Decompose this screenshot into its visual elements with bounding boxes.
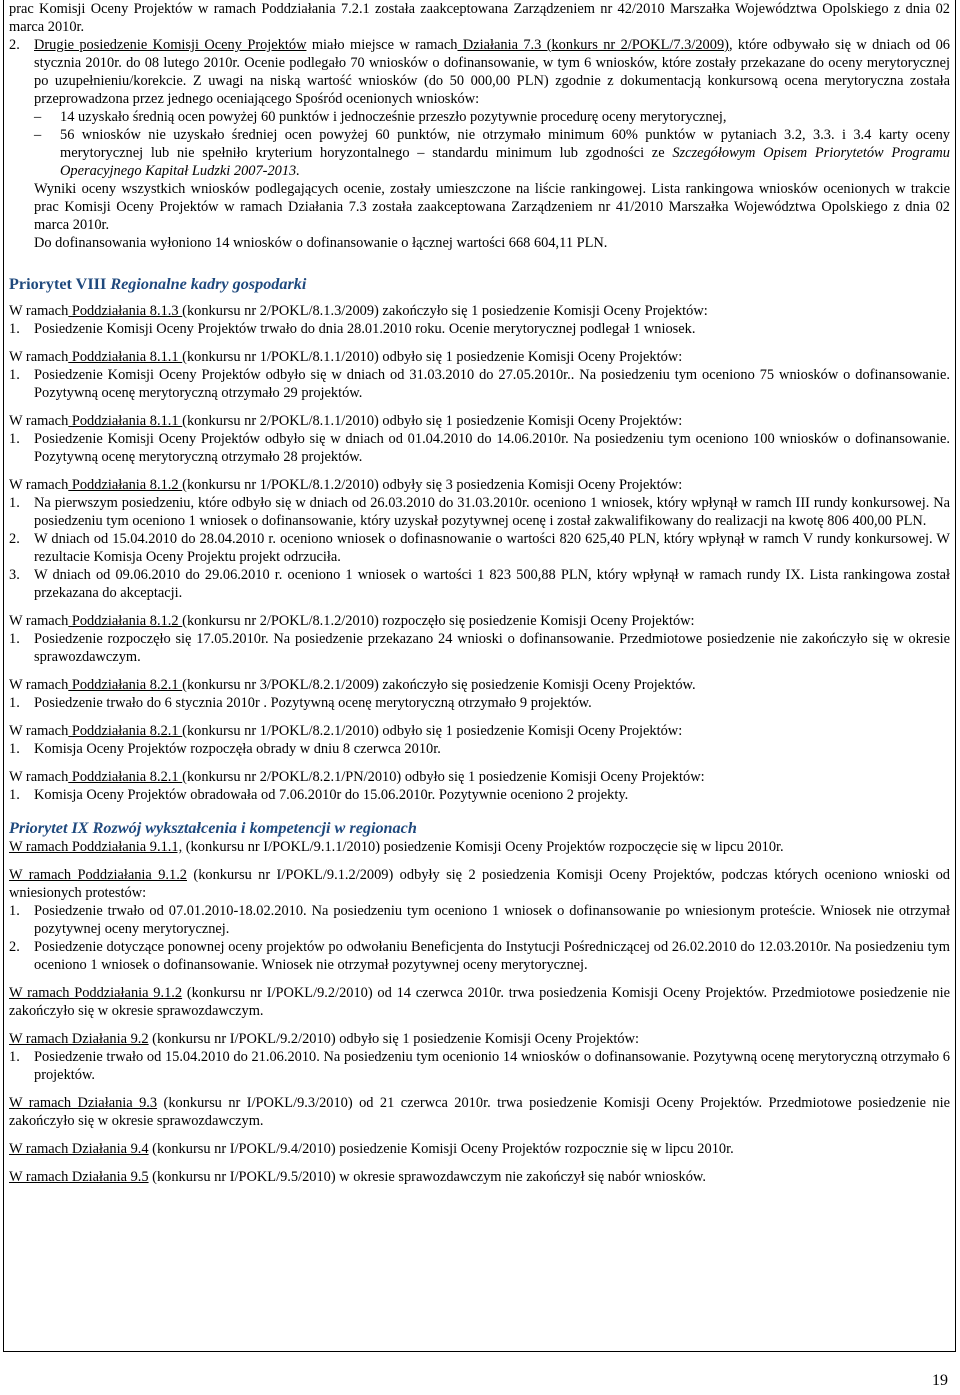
section-8-1-1-a: W ramach Poddziałania 8.1.1 (konkursu nr 1/POKL/8.1.1/2010) odbyło się 1 posiedzenie Komisji Oceny Projektów: 1. Posiedzenie Komisji Oceny Projektów odbyło się w dniach od 31.03.2010 do 27.05.2010r.. Na posiedzeniu tym oceniono 75 wniosków o dofinansowanie. Pozytywną ocenę merytoryczną otrzymało 29 projektów. <box>9 349 950 401</box>
section-8-2-1-a: W ramach Poddziałania 8.2.1 (konkursu nr 3/POKL/8.2.1/2009) zakończyło się posiedzenie Komisji Oceny Projektów. 1. Posiedzenie trwało do 6 stycznia 2010r . Pozytywną ocenę merytoryczną otrzymało 9 projektów. <box>9 677 696 711</box>
link-9-4[interactable]: W ramach Działania 9.4 <box>9 1141 149 1157</box>
page-number: 19 <box>932 1372 948 1389</box>
paragraph-results: Wyniki oceny wszystkich wniosków podlegających ocenie, zostały umieszczone na liście rankingowej. Lista rankingowa wniosków ocenionych w trakcie prac Komisji Oceny Projektów w ramach Działania 7.3 została zaakceptowana Zarządzeniem nr 41/2010 Marszałka Województwa Opolskiego z dnia 02 marca 2010r. <box>34 181 950 233</box>
section-9-4: W ramach Działania 9.4 (konkursu nr I/POKL/9.4/2010) posiedzenie Komisji Oceny Projektów rozpocznie się w lipcu 2010r. <box>9 1141 734 1157</box>
link-8-1-2[interactable]: Poddziałania 8.1.2 <box>68 613 183 629</box>
heading-priority-9: Priorytet IX Rozwój wykształcenia i kompetencji w regionach <box>9 819 417 837</box>
link-9-5[interactable]: W ramach Działania 9.5 <box>9 1169 149 1185</box>
link-9-3[interactable]: W ramach Działania 9.3 <box>9 1095 158 1111</box>
section-8-1-3: W ramach Poddziałania 8.1.3 (konkursu nr 2/POKL/8.1.3/2009) zakończyło się 1 posiedzenie Komisji Oceny Projektów: 1. Posiedzenie Komisji Oceny Projektów trwało do dnia 28.01.2010 roku. Ocenie merytorycznej podlegał 1 wniosek. <box>9 303 708 337</box>
heading-priority-8: Priorytet VIII Regionalne kadry gospodarki <box>9 275 307 293</box>
section-9-5: W ramach Działania 9.5 (konkursu nr I/POKL/9.5/2010) w okresie sprawozdawczym nie zakończył się nabór wniosków. <box>9 1169 706 1185</box>
link-8-1-1[interactable]: Poddziałania 8.1.1 <box>68 349 183 365</box>
section-9-1-2-a: W ramach Poddziałania 9.1.2 (konkursu nr I/POKL/9.1.2/2009) odbyły się 2 posiedzenia Komisji Oceny Projektów, podczas których oceniono wnioski od wniesionych protestów: 1. Posiedzenie trwało od 07.01.2010-18.02.2010. Na posiedzeniu tym oceniono 1 wniosek o dofinansowanie po wniesionym proteście. Wniosek nie otrzymał pozytywnej oceny merytorycznej. 2. Posiedzenie dotyczące ponownej oceny projektów po odwołaniu Beneficjenta do Instytucji Pośredniczącej od 26.02.2010 do 12.03.2010r. Na posiedzeniu tym oceniono 1 wniosek o dofinansowanie. Wniosek nie otrzymał pozytywnej oceny merytorycznej. <box>9 867 950 973</box>
link-9-1-1[interactable]: W ramach Poddziałania 9.1.1, <box>9 839 183 855</box>
section-9-1-2-b: W ramach Poddziałania 9.1.2 (konkursu nr I/POKL/9.2/2010) od 14 czerwca 2010r. trwa posiedzenia Komisji Oceny Projektów. Przedmiotowe posiedzenie nie zakończyło się w okresie sprawozdawczym. <box>9 985 950 1019</box>
link-8-1-2[interactable]: Poddziałania 8.1.2 <box>68 477 183 493</box>
link-measure-7-3[interactable]: Działania 7.3 (konkurs nr 2/POKL/7.3/2009) <box>457 37 729 53</box>
section-9-1-1: W ramach Poddziałania 9.1.1, (konkursu nr I/POKL/9.1.1/2010) posiedzenie Komisji Oceny Projektów rozpoczęcie się w lipcu 2010r. <box>9 839 784 855</box>
list-item <box>9 36 950 108</box>
link-8-2-1[interactable]: Poddziałania 8.2.1 <box>68 723 183 739</box>
section-8-2-1-b: W ramach Poddziałania 8.2.1 (konkursu nr 1/POKL/8.2.1/2010) odbyło się 1 posiedzenie Komisji Oceny Projektów: 1. Komisja Oceny Projektów rozpoczęła obrady w dniu 8 czerwca 2010r. <box>9 723 683 757</box>
section-9-3: W ramach Działania 9.3 (konkursu nr I/POKL/9.3/2010) od 21 czerwca 2010r. trwa posiedzenie Komisji Oceny Projektów. Przedmiotowe posiedzenie nie zakończyło się w okresie sprawozdawczym. <box>9 1095 951 1129</box>
link-8-2-1[interactable]: Poddziałania 8.2.1 <box>68 769 183 785</box>
link-9-1-2[interactable]: W ramach Poddziałania 9.1.2 <box>9 985 183 1001</box>
dash-item: – 56 wniosków nie uzyskało średniej ocen powyżej 60 punktów, nie otrzymało minimum 60% punktów w pytaniach 3.2, 3.3. i 3.4 karty oceny merytorycznej lub nie spełniło kryterium horyzontalnego – standardu minimum lub zgodności ze Szczegółowym Opisem Priorytetów Programu Operacyjnego Kapitał Ludzki 2007-2013. <box>34 127 950 179</box>
item-number: 2. <box>9 37 20 53</box>
section-8-1-2-b: W ramach Poddziałania 8.1.2 (konkursu nr 2/POKL/8.1.2/2010) rozpoczęło się posiedzenie Komisji Oceny Projektów: 1. Posiedzenie rozpoczęło się 17.05.2010r. Na posiedzenie przekazano 24 wnioski o dofinansowanie. Przedmiotowe posiedzenie nie zakończyło się w okresie sprawozdawczym. <box>9 613 950 665</box>
dash-marker: – <box>34 109 42 125</box>
dash-marker: – <box>34 127 42 143</box>
dash-item: – 14 uzyskało średnią ocen powyżej 60 punktów i jednocześnie przeszło pozytywnie procedurę oceny merytorycznej, <box>34 109 727 125</box>
section-9-2: W ramach Działania 9.2 (konkursu nr I/POKL/9.2/2010) odbyło się 1 posiedzenie Komisji Oceny Projektów: 1. Posiedzenie trwało od 15.04.2010 do 21.06.2010. Na posiedzeniu tym ocenionio 14 wniosków o dofinansowanie. Pozytywną ocenę merytoryczną otrzymało 6 projektów. <box>9 1031 950 1083</box>
link-9-1-2[interactable]: W ramach Poddziałania 9.1.2 <box>9 867 187 883</box>
paragraph-continuation: prac Komisji Oceny Projektów w ramach Poddziałania 7.2.1 została zaakceptowana Zarządzeniem nr 42/2010 Marszałka Województwa Opolskiego z dnia 02 marca 2010r. <box>9 1 950 35</box>
link-8-1-1[interactable]: Poddziałania 8.1.1 <box>68 413 183 429</box>
link-second-session[interactable]: Drugie posiedzenie Komisji Oceny Projektów <box>34 37 307 53</box>
section-8-1-2-a: W ramach Poddziałania 8.1.2 (konkursu nr 1/POKL/8.1.2/2010) odbyły się 3 posiedzenia Komisji Oceny Projektów: 1. Na pierwszym posiedzeniu, które odbyło się w dniach od 26.03.2010 do 31.03.2010r. oceniono 1 wniosek, który wpłynął w ramch III rundy konkursowej. Na posiedzeniu tym oceniono 1 wniosek o dofinansowanie, który uzyskał pozytywnej ocenę i został zakwalifikowany do realizacji na kwotę 806 400,00 PLN. 2. W dniach od 15.04.2010 do 28.04.2010 r. oceniono wniosek o dofinasnowanie o wartości 820 625,40 PLN, który wpłynął w ramch V rundy konkursowej. W rezultacie Komisja Oceny Projektu projekt odrzuciła. 3. W dniach od 09.06.2010 do 29.06.2010 r. oceniono 1 wniosek o wartości 1 823 500,88 PLN, który wpłynął w ramach rundy IX. Lista rankingowa został przekazana do akceptacji. <box>9 477 950 601</box>
section-8-1-1-b: W ramach Poddziałania 8.1.1 (konkursu nr 2/POKL/8.1.1/2010) odbyło się 1 posiedzenie Komisji Oceny Projektów: 1. Posiedzenie Komisji Oceny Projektów odbyło się w dniach od 01.04.2010 do 14.06.2010r. Na posiedzeniu tym oceniono 100 wniosków o dofinansowanie. Pozytywną ocenę merytoryczną otrzymało 28 projektów. <box>9 413 950 465</box>
paragraph-funding: Do dofinansowania wyłoniono 14 wniosków o dofinansowanie o łącznej wartości 668 604,11 PLN. <box>34 235 608 251</box>
document-body <box>9 0 950 1186</box>
section-8-2-1-c: W ramach Poddziałania 8.2.1 (konkursu nr 2/POKL/8.2.1/PN/2010) odbyło się 1 posiedzenie Komisji Oceny Projektów: 1. Komisja Oceny Projektów obradowała od 7.06.2010r do 15.06.2010r. Pozytywnie oceniono 2 projekty. <box>9 769 705 803</box>
link-8-1-3[interactable]: Poddziałania 8.1.3 <box>68 303 183 319</box>
link-8-2-1[interactable]: Poddziałania 8.2.1 <box>68 677 183 693</box>
dash-list <box>9 108 950 180</box>
item-text: Drugie posiedzenie Komisji Oceny Projektów miało miejsce w ramach Działania 7.3 (konkurs nr 2/POKL/7.3/2009), które odbywało się w dniach od 06 stycznia 2010r. do 08 lutego 2010r. Ocenie podlegało 70 wniosków o dofinansowanie, w tym 6 wniosków, które zostały przekazane do oceny merytorycznej po uzupełnieniu/korekcie. Z uwagi na niską wartość wniosków (do 50 000,00 PLN) zgodnie z dokumentacją konkursową ocena merytoryczna została przeprowadzona przez jednego oceniającego Spośród ocenionych wniosków: <box>34 37 951 107</box>
link-9-2[interactable]: W ramach Działania 9.2 <box>9 1031 149 1047</box>
